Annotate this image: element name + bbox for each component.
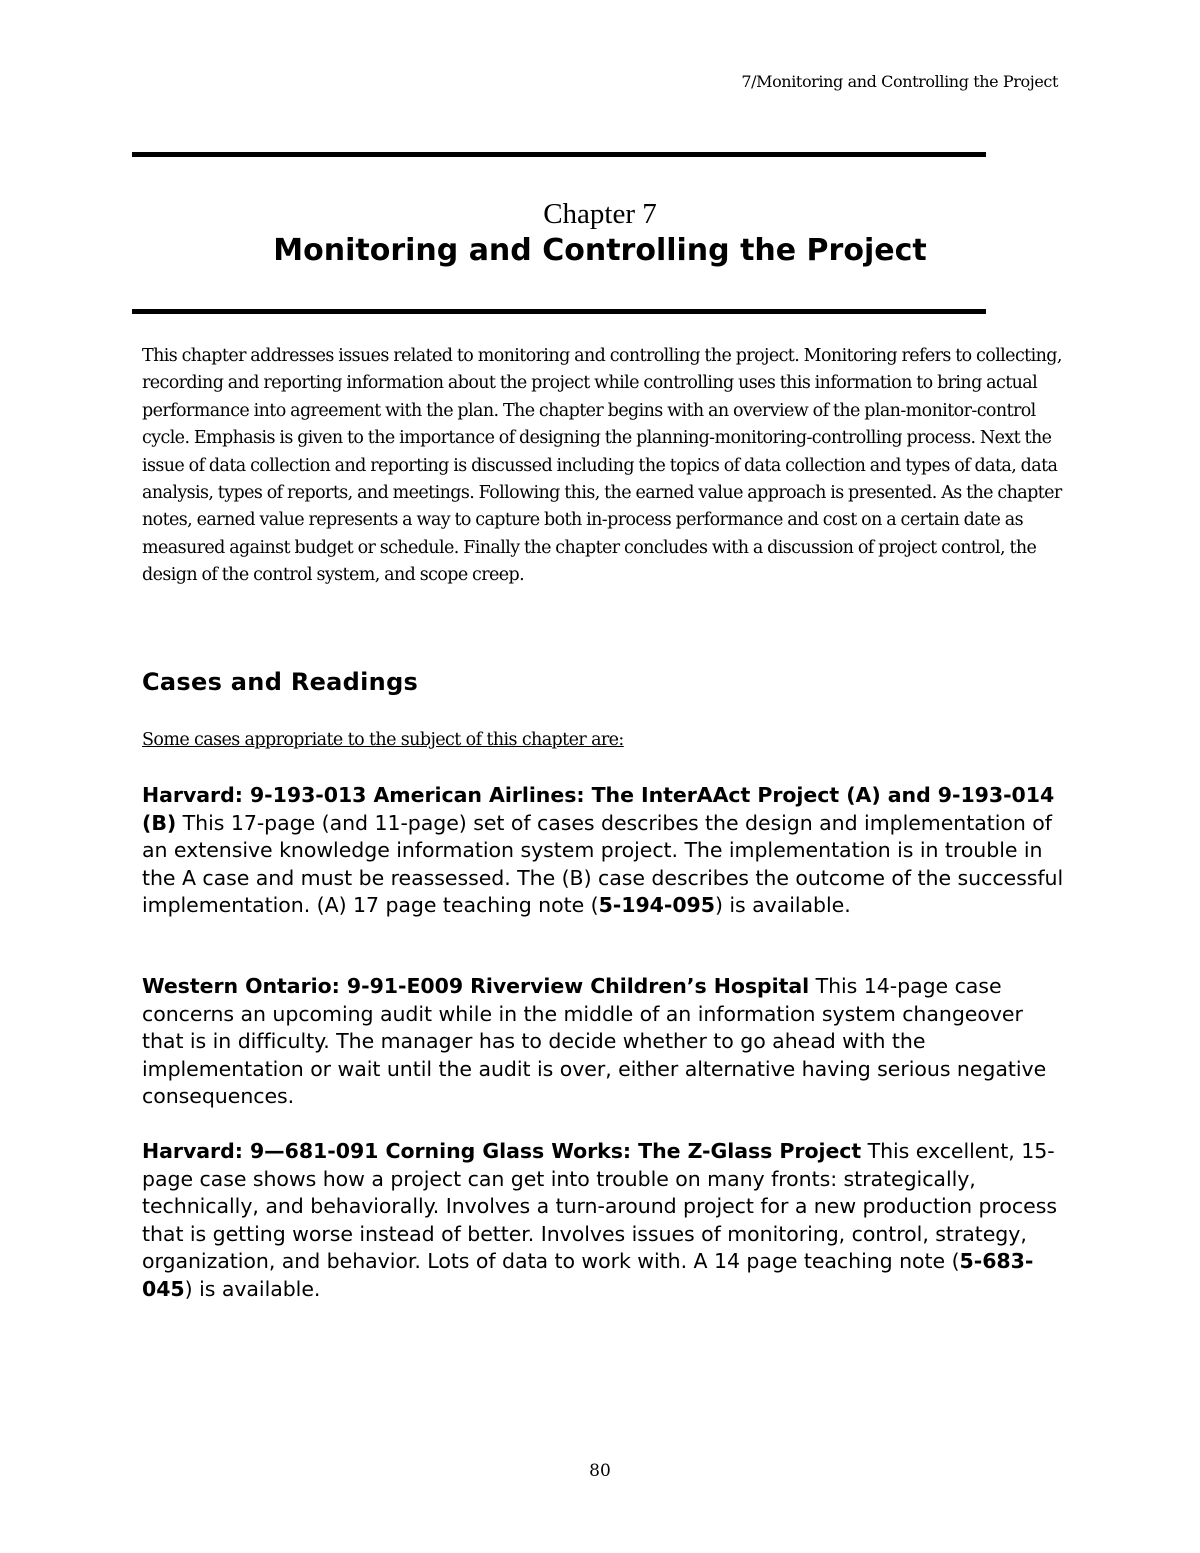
teaching-note-code: 5-683-045	[142, 1249, 1034, 1301]
teaching-note-code: 5-194-095	[598, 893, 715, 918]
case-description-end: ) is available.	[714, 893, 851, 918]
top-rule	[132, 152, 986, 157]
page-number: 80	[589, 1461, 611, 1481]
bottom-rule	[132, 309, 986, 314]
case-title: Harvard: 9—681-091 Corning Glass Works: The Z-Glass Project	[142, 1139, 862, 1163]
chapter-intro-paragraph: This chapter addresses issues related to monitoring and controlling the project. Monitoring refers to collecting, recording and reporting information about the project while controlling uses this information to bring actual performance into agreement with the plan. The chapter begins with an overview of the plan-monitor-control cycle. Emphasis is given to the importance of designing the planning-monitoring-controlling process. Next the issue of data collection and reporting is discussed including the topics of data collection and types of data, data analysis, types of reports, and meetings. Following this, the earned value approach is presented. As the chapter notes, earned value represents a way to capture both in-process performance and cost on a certain date as measured against budget or schedule. Finally the chapter concludes with a discussion of project control, the design of the control system, and scope creep.	[142, 346, 1062, 586]
case-description-end: ) is available.	[184, 1276, 321, 1301]
case-description: This excellent, 15-page case shows how a project can get into trouble on many fronts: strategically, technically, and behaviorally. Involves a turn-around project for a new production process that is getting worse instead of better. Involves issues of monitoring, control, strategy, organization, and behavior. Lots of data to work with. A 14 page teaching note (	[142, 1139, 1057, 1274]
case-entry-riverview	[142, 973, 1067, 1111]
chapter-number: Chapter 7	[543, 198, 657, 230]
case-description: This 17-page (and 11-page) set of cases describes the design and implementation of an extensive knowledge information system project. The implementation is in trouble in the A case and must be reassessed. The (B) case describes the outcome of the successful implementation. (A) 17 page teaching note (	[142, 810, 1064, 918]
case-title: Harvard: 9-193-013 American Airlines: The InterAAct Project (A) and 9-193-014 (B)	[142, 783, 1055, 835]
section-heading: Cases and Readings	[142, 668, 419, 696]
case-entry-corning	[142, 1138, 1067, 1304]
case-description: This 14-page case concerns an upcoming audit while in the middle of an information system changeover that is in difficulty. The manager has to decide whether to go ahead with the implementation or wait until the audit is over, either alternative having serious negative consequences.	[142, 974, 1047, 1109]
cases-intro: Some cases appropriate to the subject of this chapter are:	[142, 730, 624, 750]
case-entry-american-airlines	[142, 782, 1067, 920]
running-header: 7/Monitoring and Controlling the Project	[741, 72, 1058, 91]
chapter-title: Monitoring and Controlling the Project	[273, 233, 927, 268]
case-title: Western Ontario: 9-91-E009 Riverview Children’s Hospital	[142, 974, 810, 998]
